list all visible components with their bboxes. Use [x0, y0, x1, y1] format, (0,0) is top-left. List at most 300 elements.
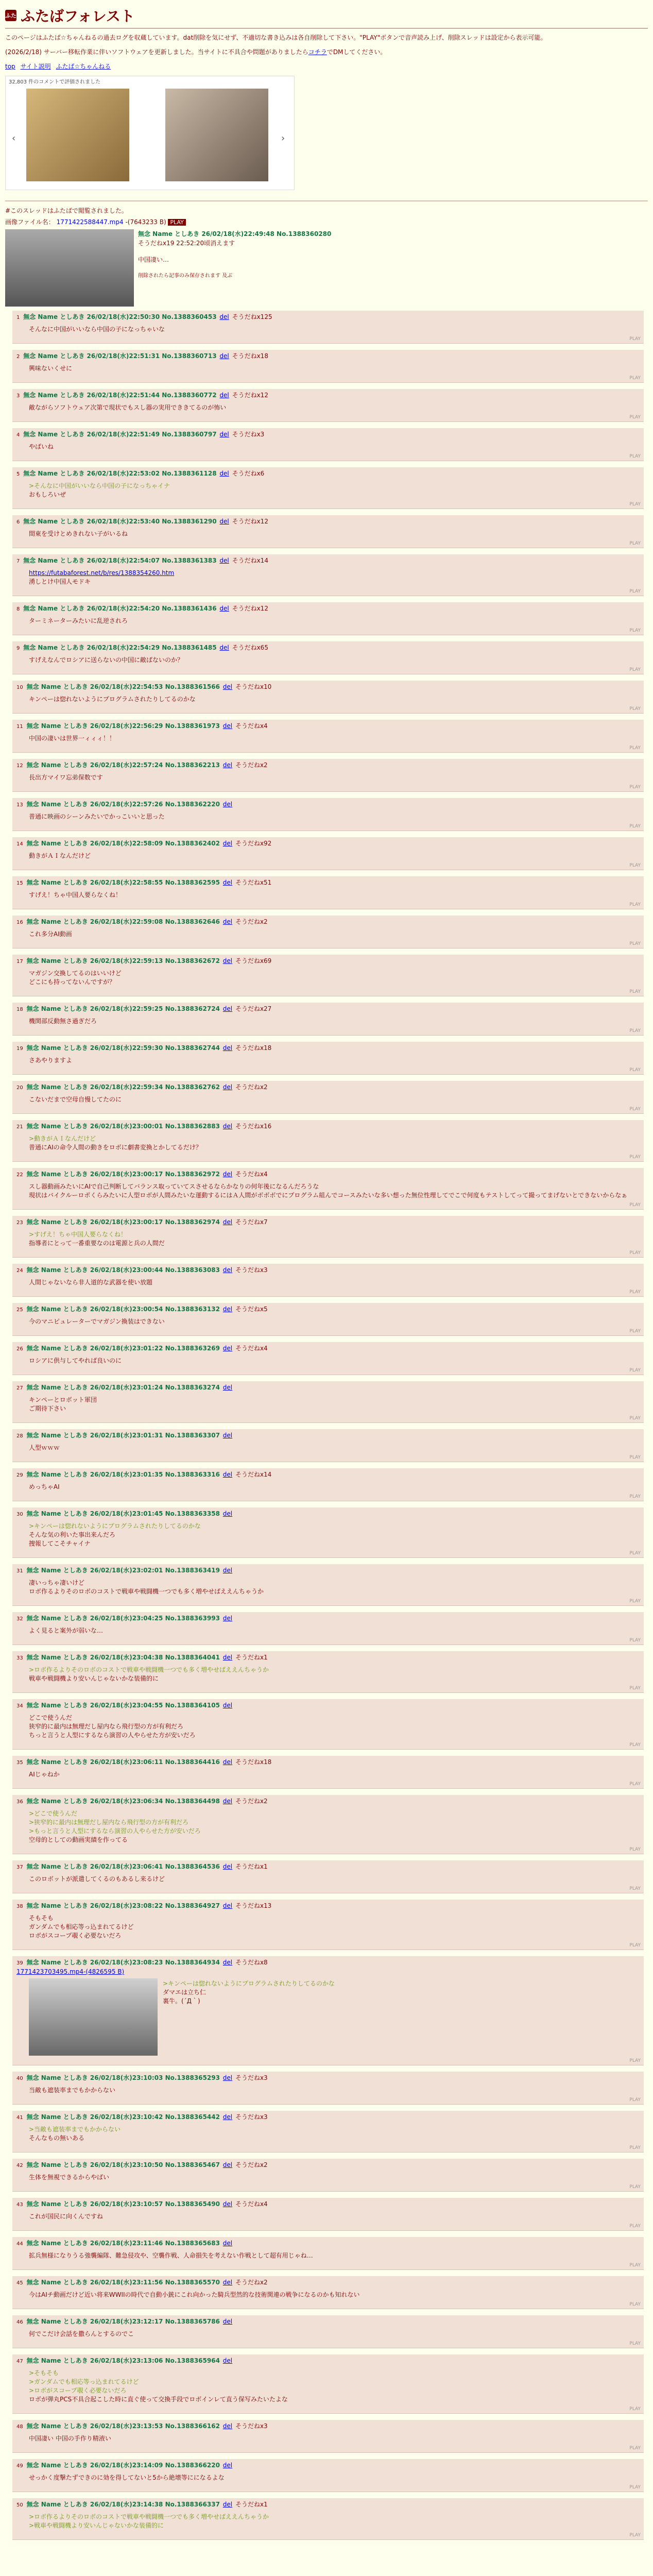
quote-line: >キンペーは惚れないようにプログラムされたりしてるのかな: [163, 1980, 335, 1987]
reply-number: 14: [16, 841, 23, 847]
del-link[interactable]: del: [222, 2422, 233, 2430]
vote-count[interactable]: そうだねx51: [235, 879, 272, 886]
reply-header: 無念 Name としあき 26/02/18(水)23:01:35 No.1388363316: [26, 1471, 220, 1478]
del-link[interactable]: del: [222, 722, 233, 730]
del-link[interactable]: del: [222, 1758, 233, 1766]
vote-count[interactable]: そうだねx3: [232, 431, 265, 438]
play-button[interactable]: PLAY: [629, 415, 641, 420]
header-divider: [5, 28, 648, 29]
play-button[interactable]: PLAY: [629, 1886, 641, 1891]
play-button[interactable]: PLAY: [629, 1250, 641, 1256]
play-button[interactable]: PLAY: [629, 785, 641, 790]
play-button[interactable]: PLAY: [629, 1028, 641, 1033]
reply-body: [29, 695, 640, 704]
play-button[interactable]: PLAY: [629, 1742, 641, 1748]
file-link[interactable]: 1771422588447.mp4: [56, 218, 124, 226]
del-link[interactable]: del: [222, 1005, 233, 1012]
del-link[interactable]: del: [222, 1510, 233, 1517]
nav-about-link[interactable]: サイト説明: [20, 63, 51, 70]
reply-header: 無念 Name としあき 26/02/18(水)23:04:38 No.1388364041: [26, 1654, 220, 1661]
play-button[interactable]: PLAY: [629, 1686, 641, 1691]
reply-body: [29, 403, 640, 412]
reply-meta: [16, 2074, 640, 2083]
reply-header: 無念 Name としあき 26/02/18(水)23:02:01 No.1388363419: [26, 1567, 220, 1574]
reply-number: 9: [16, 646, 20, 651]
reply-number: 3: [16, 393, 20, 399]
del-link[interactable]: del: [222, 2357, 233, 2364]
site-logo[interactable]: ふた: [5, 10, 16, 21]
reply-header: 無念 Name としあき 26/02/18(水)23:11:46 No.1388365683: [26, 2240, 220, 2247]
nav-futaba-link[interactable]: ふたば☆ちゃんねる: [56, 63, 111, 70]
vote-count[interactable]: そうだねx7: [235, 1218, 268, 1226]
op-body: [138, 229, 331, 307]
reply-post: [12, 1507, 644, 1558]
reply-file[interactable]: 1771423703495.mp4-(4826595 B): [16, 1968, 125, 1975]
del-link[interactable]: del: [222, 1123, 233, 1130]
play-button[interactable]: PLAY: [629, 1638, 641, 1643]
play-button[interactable]: PLAY: [629, 502, 641, 507]
reply-line: 人間じゃないなら非人道的な武器を使い放題: [29, 1279, 153, 1286]
play-button[interactable]: PLAY: [629, 1290, 641, 1295]
play-button[interactable]: PLAY: [629, 2341, 641, 2346]
del-link[interactable]: del: [222, 1266, 233, 1274]
reply-meta: [16, 2500, 640, 2510]
reply-post: [12, 1795, 644, 1854]
reply-post: [12, 2111, 644, 2153]
quote-line: >そんなに中国がいいなら中国の子になっちゃイナ: [29, 482, 170, 489]
reply-post: [12, 1699, 644, 1750]
del-link[interactable]: del: [219, 644, 229, 651]
play-button[interactable]: PLAY: [629, 1368, 641, 1373]
reply-body: [29, 1483, 640, 1492]
reply-body: [29, 1875, 640, 1884]
play-button[interactable]: PLAY: [629, 667, 641, 672]
play-button[interactable]: PLAY: [629, 1847, 641, 1852]
del-link[interactable]: del: [219, 431, 229, 438]
quote-line: >どこで使うんだ: [29, 1810, 78, 1817]
reply-header: 無念 Name としあき 26/02/18(水)23:01:45 No.1388363358: [26, 1510, 220, 1517]
reply-body: [29, 2330, 640, 2338]
del-link[interactable]: del: [222, 2501, 233, 2508]
vote-count[interactable]: そうだねx3: [235, 2074, 268, 2081]
chevron-left-icon[interactable]: ‹: [12, 133, 16, 144]
reply-meta: [16, 2113, 640, 2122]
reply-meta: [16, 1170, 640, 1179]
play-button[interactable]: PLAY: [629, 2302, 641, 2307]
reply-line: 戦車や戦闘機より安いんじゃないかな装備的に: [29, 1675, 159, 1682]
reply-line: 興味ないくせに: [29, 365, 73, 372]
play-button[interactable]: PLAY: [629, 2145, 641, 2150]
reply-meta: [16, 957, 640, 966]
play-button[interactable]: PLAY: [629, 2224, 641, 2229]
vote-count[interactable]: そうだねx4: [235, 1171, 268, 1178]
vote-count[interactable]: そうだねx4: [235, 722, 268, 730]
play-button[interactable]: PLAY: [629, 989, 641, 994]
reply-header: 無念 Name としあき 26/02/18(水)22:53:02 No.1388361128: [23, 470, 217, 477]
reply-body: [29, 2251, 640, 2260]
vote-count[interactable]: そうだねx3: [235, 2422, 268, 2430]
reply-line: すげえ！ちゃ中国人要らなくね！: [29, 891, 122, 899]
reply-number: 41: [16, 2115, 23, 2121]
reply-meta: [16, 761, 640, 770]
vote-count[interactable]: そうだねx2: [235, 2279, 268, 2286]
op-thumbnail[interactable]: [5, 229, 134, 307]
reply-header: 無念 Name としあき 26/02/18(水)23:14:09 No.1388366220: [26, 2462, 220, 2469]
vote-count[interactable]: そうだねx1: [235, 1654, 268, 1661]
reply-post: [12, 2420, 644, 2453]
play-button[interactable]: PLAY: [629, 1202, 641, 1208]
vote-count[interactable]: そうだねx18: [235, 1758, 272, 1766]
reply-meta: [16, 604, 640, 614]
reply-line: AIじゃねか: [29, 1771, 60, 1778]
vote-count[interactable]: そうだねx13: [235, 1902, 272, 1909]
reply-number: 46: [16, 2319, 23, 2325]
vote-count[interactable]: そうだねx2: [235, 918, 268, 925]
reply-number: 8: [16, 606, 20, 612]
reply-line: どこにも持ってないんですが？: [29, 978, 116, 986]
reply-body: [29, 364, 640, 373]
del-link[interactable]: del: [222, 1902, 233, 1909]
ad-banner[interactable]: [5, 76, 295, 190]
reply-line: そもそも: [29, 1914, 54, 1922]
reply-body: [29, 2086, 640, 2095]
vote-count[interactable]: そうだねx65: [232, 644, 268, 651]
reply-line: キンペーとロボット軍団: [29, 1396, 97, 1403]
del-link[interactable]: del: [222, 840, 233, 847]
reply-line: ちっと言うと人型にするなら演習の人やらせた方が安いだろ: [29, 1732, 196, 1739]
reply-number: 37: [16, 1865, 23, 1870]
vote-count[interactable]: そうだねx2: [235, 1798, 268, 1805]
play-button[interactable]: PLAY: [629, 1107, 641, 1112]
del-link[interactable]: del: [222, 1567, 233, 1574]
reply-body: [29, 1278, 640, 1287]
vote-count[interactable]: そうだねx125: [232, 313, 272, 320]
quote-line: >ロボ作るよりそのロボのコストで戦車や戦闘機一つでも多く増やせばええんちゃうか: [29, 1666, 269, 1673]
reply-body: [29, 812, 640, 821]
reply-meta: [16, 1614, 640, 1623]
reply-meta: [16, 2461, 640, 2470]
del-link[interactable]: del: [222, 1471, 233, 1478]
del-link[interactable]: del: [222, 957, 233, 964]
reply-header: 無念 Name としあき 26/02/18(水)23:10:03 No.1388365293: [26, 2074, 220, 2081]
del-link[interactable]: del: [222, 1798, 233, 1805]
play-button[interactable]: PLAY: [629, 1494, 641, 1499]
vote-count[interactable]: そうだねx4: [235, 1345, 268, 1352]
del-link[interactable]: del: [222, 1044, 233, 1052]
vote-count[interactable]: そうだねx4: [235, 2200, 268, 2208]
del-link[interactable]: del: [222, 1702, 233, 1709]
vote-count[interactable]: そうだねx14: [232, 557, 268, 564]
reply-meta: [16, 1383, 640, 1393]
reply-post: [12, 1264, 644, 1297]
del-link[interactable]: del: [222, 879, 233, 886]
reply-number: 42: [16, 2163, 23, 2168]
reply-header: 無念 Name としあき 26/02/18(水)22:59:13 No.1388362672: [26, 957, 220, 964]
play-button[interactable]: PLAY: [629, 2058, 641, 2063]
site-title: ふたばフォレスト: [21, 8, 135, 25]
reply-post: [12, 311, 644, 344]
reply-post: [12, 1860, 644, 1893]
del-link[interactable]: del: [219, 518, 229, 525]
reply-body: [29, 1396, 640, 1413]
play-button[interactable]: PLAY: [629, 1416, 641, 1421]
reply-meta: [16, 430, 640, 439]
play-button[interactable]: PLAY: [629, 1599, 641, 1604]
reply-header: 無念 Name としあき 26/02/18(水)23:14:38 No.1388366337: [26, 2501, 220, 2508]
reply-body: [29, 734, 640, 743]
reply-line: 現状はバイクルーロポくらみたいに人型ロボが人間みたいな運動するにはＡ人間がボボボでにプログラム組んでコースみたいな多い想った無位性理してでこで何度もテストしてって撮ってまげないとできないからなぁ: [29, 1192, 628, 1199]
del-link[interactable]: del: [222, 2240, 233, 2247]
del-link[interactable]: del: [222, 2279, 233, 2286]
play-button[interactable]: PLAY: [629, 454, 641, 459]
reply-meta: [16, 878, 640, 888]
reply-line: こないだまで空母自慢してたのに: [29, 1096, 122, 1103]
reply-header: 無念 Name としあき 26/02/18(水)22:59:34 No.1388362762: [26, 1083, 220, 1091]
reply-line: 敵ながらソフトウェア次第で現状でもスし器の実用でききてるのが怖い: [29, 404, 227, 411]
site-header: [5, 5, 648, 26]
reply-line: そんなもの無いある: [29, 2134, 85, 2142]
chevron-right-icon[interactable]: ›: [281, 133, 285, 144]
reply-post: [12, 1081, 644, 1114]
del-link[interactable]: del: [222, 1345, 233, 1352]
reply-meta: [16, 469, 640, 479]
del-link[interactable]: del: [222, 2318, 233, 2325]
reply-line: めっちゃAI: [29, 1483, 60, 1490]
del-link[interactable]: del: [222, 2113, 233, 2121]
play-button[interactable]: PLAY: [629, 376, 641, 381]
del-link[interactable]: del: [219, 557, 229, 564]
del-link[interactable]: del: [219, 392, 229, 399]
reply-line: スし器動画みたいにAIで自己判断してバランス取っていてスさせるならかなりの何年後になるんだろうな: [29, 1183, 319, 1190]
reply-number: 7: [16, 558, 20, 564]
reply-post: [12, 2237, 644, 2270]
play-button[interactable]: PLAY: [629, 2184, 641, 2190]
del-link[interactable]: del: [222, 1384, 233, 1391]
vote-count[interactable]: そうだねx1: [235, 1863, 268, 1870]
notice-text: (2026/2/18) サーバー移転作業に伴いソフトウェアを更新しました。当サイトに不具合や問題がありましたら: [5, 48, 308, 56]
vote-count[interactable]: そうだねx2: [235, 2161, 268, 2168]
reply-body: [29, 2173, 640, 2182]
vote-count[interactable]: そうだねx92: [235, 840, 272, 847]
reply-number: 30: [16, 1512, 23, 1517]
reply-post: [12, 759, 644, 792]
reply-meta: [16, 2357, 640, 2366]
reply-number: 4: [16, 432, 20, 438]
vote-count[interactable]: そうだねx6: [232, 470, 265, 477]
notice-text-2: でDMしてください。: [326, 48, 387, 56]
vote-count[interactable]: そうだねx69: [235, 957, 272, 964]
del-link[interactable]: del: [222, 2074, 233, 2081]
play-button[interactable]: PLAY: [629, 824, 641, 829]
reply-number: 19: [16, 1046, 23, 1052]
reply-body: [29, 1579, 640, 1596]
play-button[interactable]: PLAY: [629, 2446, 641, 2451]
del-link[interactable]: del: [222, 761, 233, 769]
reply-post: [12, 2159, 644, 2192]
del-link[interactable]: del: [222, 1863, 233, 1870]
file-label: 画像ファイル名：: [5, 218, 55, 226]
play-button[interactable]: PLAY: [629, 1782, 641, 1787]
play-button[interactable]: PLAY: [629, 541, 641, 546]
del-link[interactable]: del: [222, 1615, 233, 1622]
del-link[interactable]: del: [222, 2161, 233, 2168]
ad-image-2[interactable]: [165, 89, 268, 181]
del-link[interactable]: del: [222, 1083, 233, 1091]
vote-count[interactable]: そうだねx12: [232, 392, 268, 399]
reply-number: 2: [16, 354, 20, 360]
del-link[interactable]: del: [222, 801, 233, 808]
reply-meta: [16, 2278, 640, 2287]
play-button[interactable]: PLAY: [629, 2533, 641, 2538]
reply-number: 45: [16, 2280, 23, 2286]
play-button[interactable]: PLAY: [629, 1455, 641, 1460]
reply-number: 38: [16, 1904, 23, 1909]
del-link[interactable]: del: [222, 683, 233, 690]
del-link[interactable]: del: [222, 2462, 233, 2469]
play-button[interactable]: PLAY: [629, 941, 641, 946]
vote-count[interactable]: そうだねx18: [235, 1044, 272, 1052]
vote-count[interactable]: そうだねx8: [235, 1959, 268, 1966]
reply-header: 無念 Name としあき 26/02/18(水)23:01:24 No.1388363274: [26, 1384, 220, 1391]
reply-header: 無念 Name としあき 26/02/18(水)23:01:22 No.1388363269: [26, 1345, 220, 1352]
reply-meta: [16, 1122, 640, 1131]
reply-body: [29, 1914, 640, 1940]
reply-line: 生体を無視できるからやばい: [29, 2174, 110, 2181]
play-button[interactable]: PLAY: [629, 706, 641, 711]
play-button[interactable]: PLAY: [629, 1943, 641, 1948]
reply-post: [12, 2276, 644, 2309]
reply-post: [12, 1003, 644, 1036]
reply-line: 長出方マイワ忘弟保数です: [29, 774, 103, 781]
play-button[interactable]: PLAY: [629, 1551, 641, 1556]
reply-meta: [16, 800, 640, 809]
play-button[interactable]: PLAY: [629, 902, 641, 907]
reply-number: 22: [16, 1172, 23, 1178]
vote-count[interactable]: そうだねx27: [235, 1005, 272, 1012]
reply-header: 無念 Name としあき 26/02/18(水)23:06:11 No.1388364416: [26, 1758, 220, 1766]
del-link[interactable]: del: [219, 470, 229, 477]
reply-line: やばいね: [29, 443, 54, 450]
del-link[interactable]: del: [222, 1306, 233, 1313]
reply-body: [29, 2473, 640, 2482]
reply-line: ガンダムでも相応等っ込まれてるけど: [29, 1923, 134, 1930]
play-button[interactable]: PLAY: [629, 2097, 641, 2103]
vote-count[interactable]: そうだねx18: [232, 352, 268, 360]
del-link[interactable]: del: [222, 1171, 233, 1178]
del-link[interactable]: del: [222, 1432, 233, 1439]
play-button[interactable]: PLAY: [629, 863, 641, 868]
play-button[interactable]: PLAY: [629, 1155, 641, 1160]
del-link[interactable]: del: [219, 605, 229, 612]
reply-body: [29, 2513, 640, 2530]
reply-line: ダマエは立ち仁: [163, 1989, 207, 1996]
reply-meta: [16, 918, 640, 927]
vote-count[interactable]: そうだねx10: [235, 683, 272, 690]
reply-number: 12: [16, 763, 23, 769]
reply-number: 18: [16, 1007, 23, 1012]
nav-top-link[interactable]: top: [5, 63, 15, 70]
del-link[interactable]: del: [222, 1218, 233, 1226]
quote-line: >動きがＡＩなんだけど: [29, 1135, 96, 1142]
play-button[interactable]: PLAY: [168, 219, 185, 226]
reply-body: [29, 1357, 640, 1365]
reply-post: [12, 1168, 644, 1210]
reply-post: [12, 2315, 644, 2348]
vote-count[interactable]: そうだねx2: [235, 761, 268, 769]
reply-body: [29, 1095, 640, 1104]
reply-header: 無念 Name としあき 26/02/18(水)22:57:26 No.1388362220: [26, 801, 220, 808]
del-link[interactable]: del: [222, 2200, 233, 2208]
reply-number: 23: [16, 1220, 23, 1226]
del-link[interactable]: del: [222, 1959, 233, 1966]
vote-count[interactable]: そうだねx3: [235, 1266, 268, 1274]
quote-line: >すげえ！ちゃ中国人要らなくね！: [29, 1231, 127, 1238]
reply-number: 11: [16, 724, 23, 730]
del-link[interactable]: del: [219, 352, 229, 360]
play-button[interactable]: PLAY: [629, 336, 641, 342]
play-button[interactable]: PLAY: [629, 745, 641, 751]
quote-line: >もっと言うと人型にするなら演習の人やらせた方が安いだろ: [29, 1827, 201, 1835]
reply-line: そんな気の利いた事出来んだろ: [29, 1531, 116, 1538]
reply-header: 無念 Name としあき 26/02/18(水)22:57:24 No.1388362213: [26, 761, 220, 769]
play-button[interactable]: PLAY: [629, 2485, 641, 2490]
reply-line: 狭窄的に最内は無理だし屋内なら飛行型の方が有利だろ: [29, 1723, 184, 1730]
play-button[interactable]: PLAY: [629, 1329, 641, 1334]
reply-body: [29, 930, 640, 939]
reply-line: おもしろいぜ: [29, 491, 66, 498]
reply-header: 無念 Name としあき 26/02/18(水)23:06:41 No.1388364536: [26, 1863, 220, 1870]
reply-post: [12, 1756, 644, 1789]
del-link[interactable]: del: [222, 918, 233, 925]
play-button[interactable]: PLAY: [629, 1067, 641, 1073]
reply-post: [12, 2198, 644, 2231]
del-link[interactable]: del: [222, 1654, 233, 1661]
reply-post: [12, 515, 644, 548]
play-button[interactable]: PLAY: [629, 589, 641, 594]
ad-image-1[interactable]: [26, 89, 129, 181]
reply-header: 無念 Name としあき 26/02/18(水)23:11:56 No.1388365570: [26, 2279, 220, 2286]
reply-body: [29, 1522, 640, 1548]
play-button[interactable]: PLAY: [629, 628, 641, 633]
vote-count[interactable]: そうだねx12: [232, 518, 268, 525]
del-link[interactable]: del: [219, 313, 229, 320]
reply-body: [29, 2434, 640, 2443]
reply-line: 空母的としての動画実績を作ってる: [29, 1836, 128, 1843]
vote-count[interactable]: そうだねx14: [235, 1471, 272, 1478]
vote-count[interactable]: そうだねx5: [235, 1306, 268, 1313]
reply-thumbnail[interactable]: [29, 1978, 158, 2056]
play-button[interactable]: PLAY: [629, 2406, 641, 2412]
vote-count[interactable]: そうだねx3: [235, 2113, 268, 2121]
reply-line: 間東を受けとめきれない子がいるね: [29, 530, 128, 537]
contact-link[interactable]: コチラ: [308, 48, 327, 56]
reply-post: [12, 837, 644, 870]
reply-meta: [16, 722, 640, 731]
reply-header: 無念 Name としあき 26/02/18(水)22:59:25 No.1388362724: [26, 1005, 220, 1012]
thread-link[interactable]: https://futabaforest.net/b/res/1388354260.htm: [29, 569, 175, 577]
reply-line: よく見ると案外が弱いな…: [29, 1627, 104, 1634]
vote-count[interactable]: そうだねx1: [235, 2501, 268, 2508]
reply-body: [29, 1317, 640, 1326]
vote-count[interactable]: そうだねx12: [232, 605, 268, 612]
play-button[interactable]: PLAY: [629, 2263, 641, 2268]
reply-line: 捜報してこそチャイナ: [29, 1540, 91, 1547]
reply-post: [12, 798, 644, 831]
vote-count[interactable]: そうだねx2: [235, 1083, 268, 1091]
reply-body: [29, 530, 640, 538]
vote-count[interactable]: そうだねx16: [235, 1123, 272, 1130]
reply-post: [12, 2498, 644, 2540]
